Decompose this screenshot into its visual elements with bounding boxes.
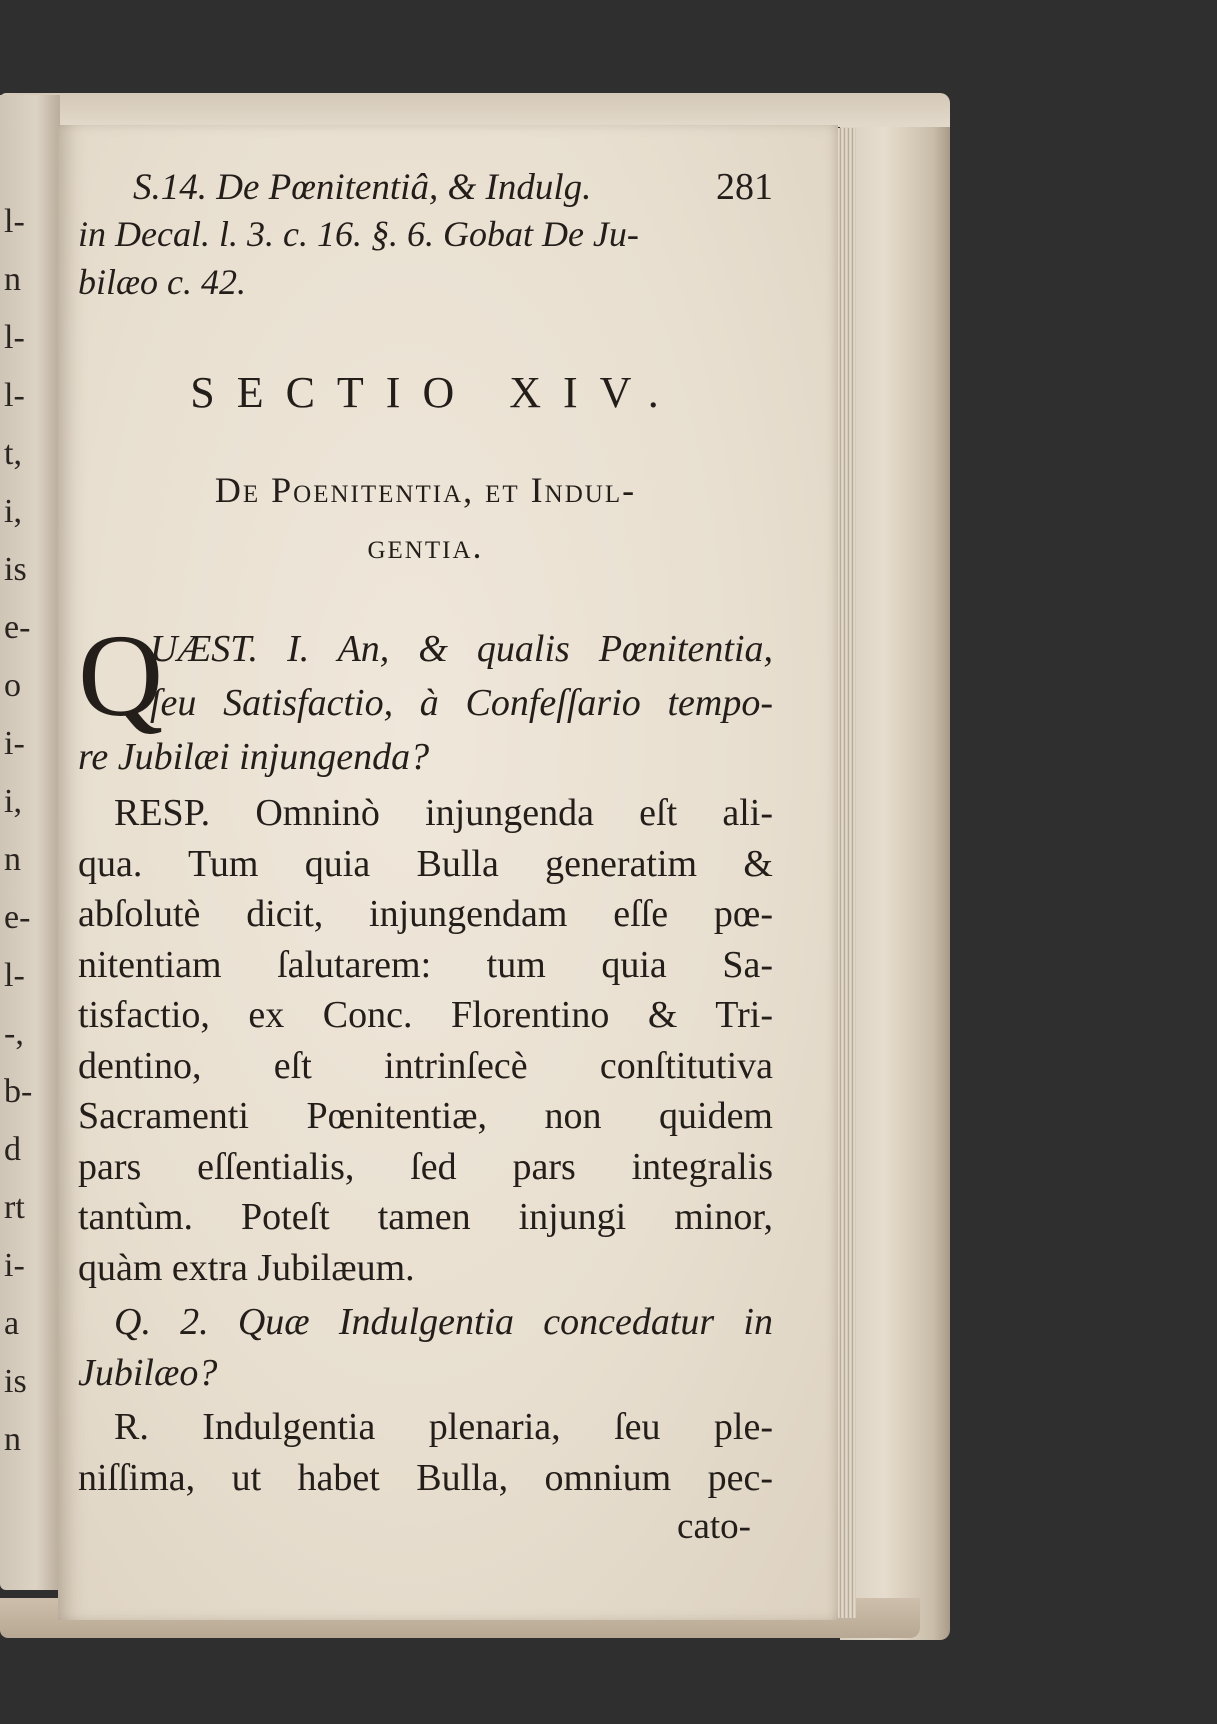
catchword: cato- bbox=[677, 1506, 751, 1547]
facing-page-fragment: t, bbox=[4, 435, 22, 472]
facing-page-fragment: a bbox=[4, 1305, 20, 1342]
response-line: tisfactio, ex Conc. Florentino & Tri- bbox=[78, 994, 773, 1036]
facing-page-fragment: n bbox=[4, 261, 21, 298]
response-line: pars eſſentialis, ſed pars integralis bbox=[78, 1145, 773, 1188]
question-1 bbox=[78, 610, 773, 784]
response-line: tantùm. Poteſt tamen injungi minor, bbox=[78, 1196, 773, 1238]
facing-page-fragment: is bbox=[4, 551, 27, 588]
response-line: quàm extra Jubilæum. bbox=[78, 1246, 415, 1289]
question-line: Q. 2. Quæ Indulgentia concedatur in bbox=[114, 1301, 773, 1343]
subtitle-line: De Poenitentia, et Indul- bbox=[214, 470, 637, 510]
section-title: SECTIO XIV. bbox=[190, 368, 681, 417]
response-line: nitentiam ſalutarem: tum quia Sa- bbox=[78, 943, 773, 986]
facing-page-fragment: b- bbox=[4, 1073, 33, 1110]
response-line: R. Indulgentia plenaria, ſeu ple- bbox=[114, 1406, 773, 1448]
section-subtitle bbox=[78, 462, 773, 574]
response-line: qua. Tum quia Bulla generatim & bbox=[78, 842, 773, 885]
facing-page-fragment: n bbox=[4, 841, 21, 878]
response-line: RESP. Omninò injungenda eſt ali- bbox=[114, 792, 773, 834]
question-line: UÆST. I. An, & qualis Pœnitentia, bbox=[150, 628, 773, 670]
question-2 bbox=[78, 1297, 773, 1398]
facing-page-fragment: l- bbox=[4, 377, 25, 414]
facing-page-fragment: is bbox=[4, 1363, 27, 1400]
running-head bbox=[78, 165, 773, 209]
response-line: abſolutè dicit, injungendam eſſe pœ- bbox=[78, 893, 773, 935]
question-line: Jubilæo? bbox=[78, 1351, 218, 1394]
facing-page-fragment: i- bbox=[4, 1247, 25, 1284]
subtitle-line: gentia. bbox=[367, 526, 484, 566]
response-line: niſſima, ut habet Bulla, omnium pec- bbox=[78, 1456, 773, 1499]
facing-page-fragment: e- bbox=[4, 899, 31, 936]
facing-page-fragment: o bbox=[4, 667, 21, 704]
facing-page-fragment: i- bbox=[4, 725, 25, 762]
facing-page-fragment: l- bbox=[4, 319, 25, 356]
drop-cap: Q bbox=[78, 610, 164, 741]
facing-page-fragment: rt bbox=[4, 1189, 25, 1226]
reference-line: bilæo c. 42. bbox=[78, 262, 246, 302]
facing-page-fragment: l- bbox=[4, 203, 25, 240]
response-line: dentino, eſt intrinſecè conſtitutiva bbox=[78, 1044, 773, 1087]
book-top-edge bbox=[0, 93, 950, 127]
facing-page bbox=[0, 95, 60, 1590]
book-cover-edge bbox=[840, 95, 950, 1640]
response-1 bbox=[78, 788, 773, 1293]
page-text-block bbox=[78, 165, 773, 1548]
facing-page-fragment: -, bbox=[4, 1015, 24, 1052]
page-number: 281 bbox=[716, 166, 773, 208]
facing-page-fragment: e- bbox=[4, 609, 31, 646]
facing-page-fragment: i, bbox=[4, 783, 22, 820]
facing-page-fragment: i, bbox=[4, 493, 22, 530]
reference-line: in Decal. l. 3. c. 16. §. 6. Gobat De Ju- bbox=[78, 214, 639, 254]
facing-page-fragment: l- bbox=[4, 957, 25, 994]
running-head-title: S.14. De Pœnitentiâ, & Indulg. bbox=[133, 167, 592, 208]
facing-page-fragment: d bbox=[4, 1131, 21, 1168]
response-2 bbox=[78, 1402, 773, 1503]
book-page bbox=[58, 125, 838, 1620]
question-line: ſeu Satisfactio, à Confeſſario tempo- bbox=[150, 682, 773, 724]
facing-page-fragment: n bbox=[4, 1421, 21, 1458]
question-line: re Jubilæi injungenda? bbox=[78, 736, 430, 778]
response-line: Sacramenti Pœnitentiæ, non quidem bbox=[78, 1095, 773, 1137]
